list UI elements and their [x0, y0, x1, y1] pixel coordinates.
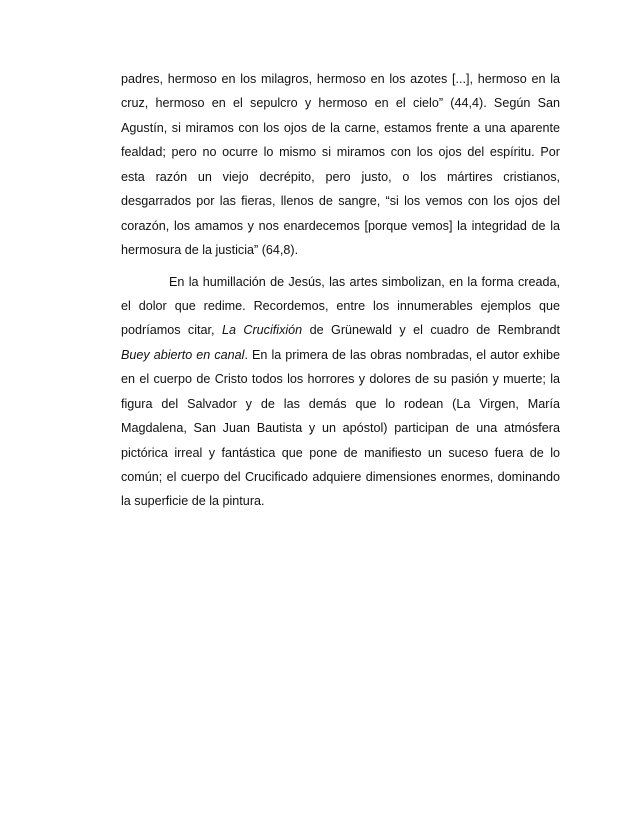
paragraph-line: figura del Salvador y de las demás que lo rodean (La Virgen, María	[121, 396, 560, 411]
paragraph-line: común; el cuerpo del Crucificado adquiere dimensiones enormes, dominando	[121, 470, 560, 484]
text-run: podríamos citar,	[121, 323, 222, 338]
paragraph-line: Agustín, si miramos con los ojos de la carne, estamos frente a una aparente	[121, 120, 560, 135]
paragraph-line	[121, 318, 560, 342]
paragraph-line: la superficie de la pintura.	[121, 494, 265, 509]
paragraph-line: corazón, los amamos y nos enardecemos [porque vemos] la integridad de la	[121, 218, 560, 233]
paragraph-line: pictórica irreal y fantástica que pone de manifiesto un suceso fuera de lo	[121, 445, 560, 460]
paragraph-2	[121, 270, 560, 514]
paragraph-line: cruz, hermoso en el sepulcro y hermoso en el cielo” (44,4). Según San	[121, 96, 560, 111]
paragraph-gap	[121, 263, 560, 270]
text-run: . En la primera de las obras nombradas, el autor exhibe	[244, 347, 560, 362]
artwork-title: Buey abierto en canal	[121, 347, 245, 362]
paragraph-line: desgarrados por las fieras, llenos de sangre, “si los vemos con los ojos del	[121, 194, 560, 209]
text-run: de Grünewald y el cuadro de Rembrandt	[302, 323, 560, 338]
paragraph-line: esta razón un viejo decrépito, pero justo, o los mártires cristianos,	[121, 169, 560, 184]
body-text	[121, 67, 560, 514]
paragraph-line	[121, 343, 560, 367]
artwork-title: La Crucifixión	[221, 323, 303, 338]
paragraph-1	[121, 67, 560, 263]
paragraph-line: el dolor que redime. Recordemos, entre los innumerables ejemplos que	[121, 298, 560, 313]
paragraph-line: en el cuerpo de Cristo todos los horrores y dolores de su pasión y muerte; la	[121, 372, 560, 387]
paragraph-line: fealdad; pero no ocurre lo mismo si miramos con los ojos del espíritu. Por	[121, 145, 560, 160]
paragraph-line: Magdalena, San Juan Bautista y un apóstol) participan de una atmósfera	[121, 421, 560, 436]
paragraph-line: padres, hermoso en los milagros, hermoso en los azotes [...], hermoso en la	[121, 72, 560, 86]
paragraph-line: En la humillación de Jesús, las artes simbolizan, en la forma creada,	[169, 274, 560, 289]
paragraph-line: hermosura de la justicia” (64,8).	[121, 243, 299, 258]
